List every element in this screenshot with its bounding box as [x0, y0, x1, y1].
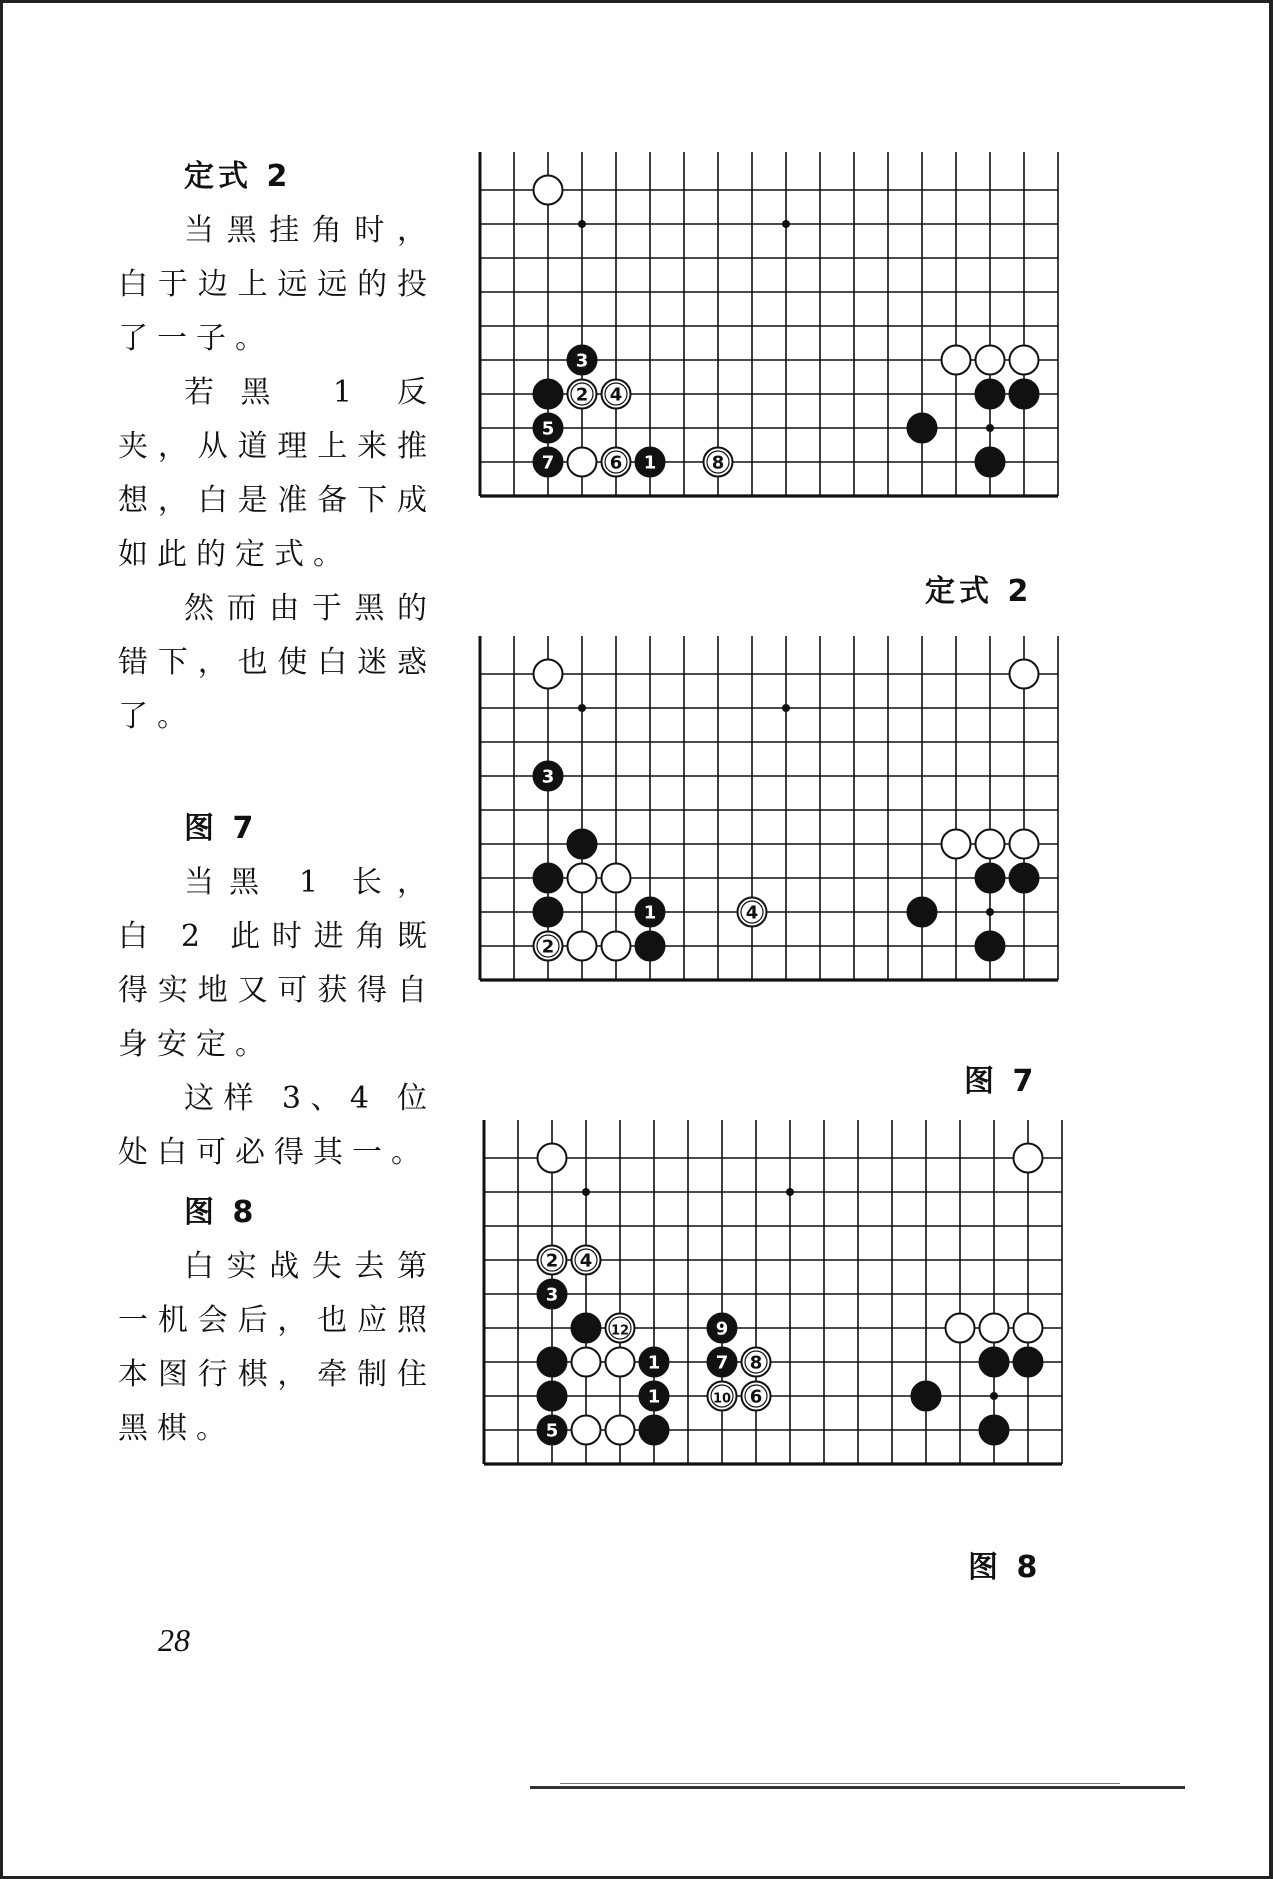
- move-number: 5: [541, 418, 555, 440]
- move-number: 3: [575, 350, 589, 372]
- move-number: 2: [575, 384, 589, 406]
- white-stone: [976, 346, 1005, 375]
- move-number: 7: [715, 1352, 729, 1374]
- move-number: 4: [579, 1250, 593, 1272]
- move-number: 4: [745, 902, 759, 924]
- move-number: 3: [545, 1284, 559, 1306]
- diagram-caption: 定式 2: [925, 574, 1033, 609]
- board-grid: [480, 636, 1058, 980]
- white-stone: [1014, 1144, 1043, 1173]
- star-point: [782, 704, 790, 712]
- white-stone: [1010, 660, 1039, 689]
- diagram-caption: 图 8: [968, 1550, 1042, 1585]
- board-grid: [484, 1120, 1062, 1464]
- black-stone: [538, 1382, 567, 1411]
- white-stone: [602, 932, 631, 961]
- star-point: [782, 220, 790, 228]
- section-figure-7: [118, 802, 436, 1180]
- move-number: 6: [749, 1386, 763, 1408]
- move-number: 12: [610, 1323, 630, 1339]
- bottom-rule: [530, 1786, 1185, 1789]
- move-number: 1: [643, 902, 657, 924]
- star-point: [786, 1188, 794, 1196]
- paragraph: 当黑 1 长，白 2 此时进角既得实地又可获得自身安定。: [118, 865, 436, 1062]
- black-stone: [912, 1382, 941, 1411]
- move-number: 10: [712, 1391, 732, 1407]
- move-number: 1: [647, 1352, 661, 1374]
- black-stone: [908, 898, 937, 927]
- black-stone: [976, 864, 1005, 893]
- white-stone: [976, 830, 1005, 859]
- white-stone: [1010, 830, 1039, 859]
- paragraph: 白实战失去第一机会后，也应照本图行棋，牵制住黑棋。: [118, 1249, 436, 1446]
- star-point: [578, 220, 586, 228]
- star-point: [990, 1392, 998, 1400]
- white-stone: [534, 660, 563, 689]
- black-stone: [980, 1416, 1009, 1445]
- go-diagram-joseki-2: [478, 150, 1090, 530]
- black-stone: [538, 1348, 567, 1377]
- move-number: 8: [749, 1352, 763, 1374]
- black-stone: [1014, 1348, 1043, 1377]
- white-stone: [606, 1348, 635, 1377]
- bottom-rule-thin: [560, 1783, 1120, 1784]
- paragraph: 然而由于黑的错下，也使白迷惑了。: [118, 591, 436, 734]
- black-stone: [636, 932, 665, 961]
- go-diagram-figure-8: [482, 1118, 1094, 1498]
- black-stone: [1010, 380, 1039, 409]
- white-stone: [1010, 346, 1039, 375]
- section-heading: 定式 2: [184, 159, 292, 194]
- black-stone: [572, 1314, 601, 1343]
- star-point: [578, 704, 586, 712]
- diagram-caption: 图 7: [964, 1064, 1038, 1099]
- white-stone: [1014, 1314, 1043, 1343]
- go-diagram-figure-7: [478, 634, 1090, 1014]
- black-stone: [568, 830, 597, 859]
- white-stone: [568, 448, 597, 477]
- section-heading: 图 7: [184, 811, 258, 846]
- white-stone: [572, 1416, 601, 1445]
- section-joseki-2: [118, 150, 436, 744]
- board-grid: [480, 152, 1058, 496]
- black-stone: [1010, 864, 1039, 893]
- black-stone: [534, 898, 563, 927]
- white-stone: [538, 1144, 567, 1173]
- move-number: 3: [541, 766, 555, 788]
- move-number: 2: [541, 936, 555, 958]
- paragraph: 若黑 1 反夹，从道理上来推想，白是准备下成如此的定式。: [118, 375, 436, 572]
- star-point: [582, 1188, 590, 1196]
- white-stone: [606, 1416, 635, 1445]
- move-number: 6: [609, 452, 623, 474]
- black-stone: [976, 932, 1005, 961]
- black-stone: [980, 1348, 1009, 1377]
- page-number: 28: [158, 1622, 190, 1658]
- white-stone: [568, 864, 597, 893]
- section-heading: 图 8: [184, 1195, 258, 1230]
- section-figure-8: [118, 1186, 436, 1456]
- black-stone: [534, 380, 563, 409]
- move-number: 4: [609, 384, 623, 406]
- white-stone: [602, 864, 631, 893]
- move-number: 1: [643, 452, 657, 474]
- white-stone: [980, 1314, 1009, 1343]
- move-number: 5: [545, 1420, 559, 1442]
- white-stone: [568, 932, 597, 961]
- black-stone: [976, 448, 1005, 477]
- star-point: [986, 424, 994, 432]
- black-stone: [908, 414, 937, 443]
- white-stone: [942, 830, 971, 859]
- star-point: [986, 908, 994, 916]
- paragraph: 这样 3、4 位处白可必得其一。: [118, 1081, 436, 1170]
- move-number: 8: [711, 452, 725, 474]
- move-number: 1: [647, 1386, 661, 1408]
- black-stone: [640, 1416, 669, 1445]
- white-stone: [572, 1348, 601, 1377]
- move-number: 2: [545, 1250, 559, 1272]
- move-number: 9: [715, 1318, 729, 1340]
- black-stone: [976, 380, 1005, 409]
- black-stone: [534, 864, 563, 893]
- white-stone: [946, 1314, 975, 1343]
- white-stone: [534, 176, 563, 205]
- white-stone: [942, 346, 971, 375]
- move-number: 7: [541, 452, 555, 474]
- paragraph: 当黑挂角时，白于边上远远的投了一子。: [118, 213, 436, 356]
